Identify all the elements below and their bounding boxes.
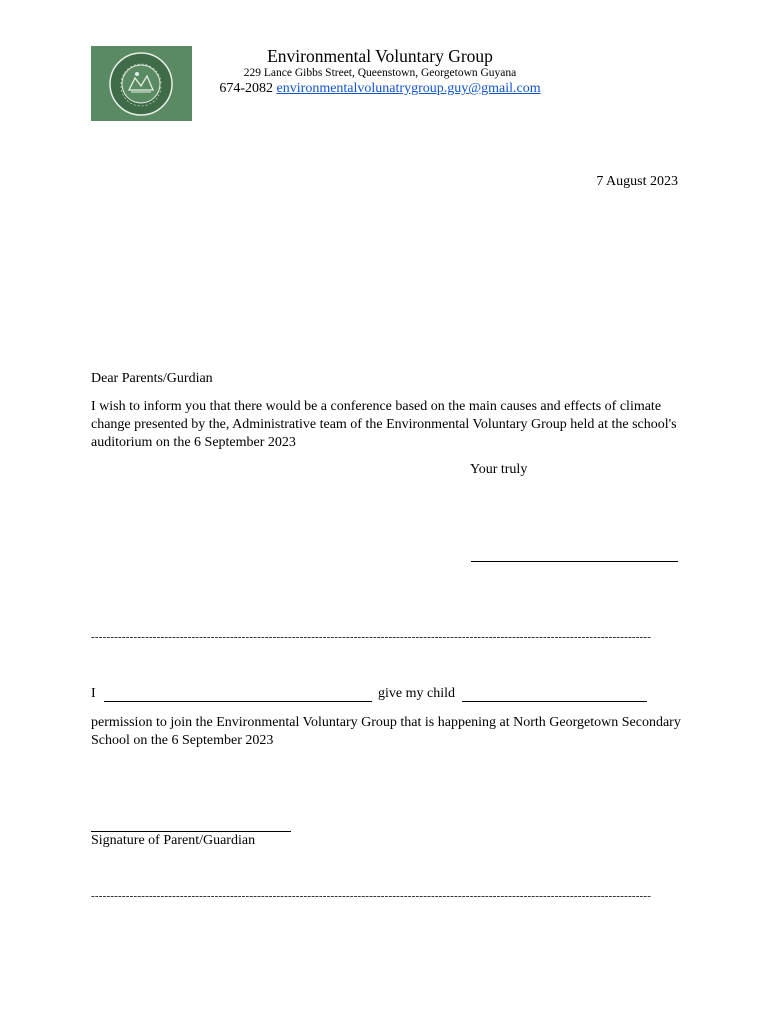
parent-name-blank[interactable] xyxy=(104,701,372,702)
closing: Your truly xyxy=(470,462,528,477)
org-phone: 674-2082 xyxy=(219,81,274,96)
sender-signature-line xyxy=(471,561,678,562)
child-name-blank[interactable] xyxy=(462,701,647,702)
salutation: Dear Parents/Gurdian xyxy=(91,371,213,386)
org-contact xyxy=(180,81,580,97)
permission-text: permission to join the Environmental Voluntary Group that is happening at North Georgetown Secondary School on the 6 September 2023 xyxy=(91,715,681,748)
seal-icon xyxy=(91,46,192,121)
org-name: Environmental Voluntary Group xyxy=(267,46,493,66)
cut-line-separator: ------------------------------------------------------------------------------------------------------------------------------------------------- xyxy=(91,631,652,643)
letter-body: I wish to inform you that there would be a conference based on the main causes and effects of climate change presented by the, Administrative team of the Environmental Voluntary Group held at the school's auditorium on the 6 September 2023 xyxy=(91,399,677,450)
org-address: 229 Lance Gibbs Street, Queenstown, Georgetown Guyana xyxy=(243,67,517,79)
give-child-label: give my child xyxy=(378,686,455,701)
logo xyxy=(91,46,192,121)
i-label: I xyxy=(91,686,96,701)
letter-date: 7 August 2023 xyxy=(596,174,678,189)
cut-line-separator: ------------------------------------------------------------------------------------------------------------------------------------------------- xyxy=(91,890,652,902)
permission-row xyxy=(91,686,691,706)
parent-signature-label: Signature of Parent/Guardian xyxy=(91,833,256,848)
parent-signature-line[interactable] xyxy=(91,831,291,832)
org-email-link[interactable]: environmentalvolunatrygroup.guy@gmail.com xyxy=(276,81,541,96)
